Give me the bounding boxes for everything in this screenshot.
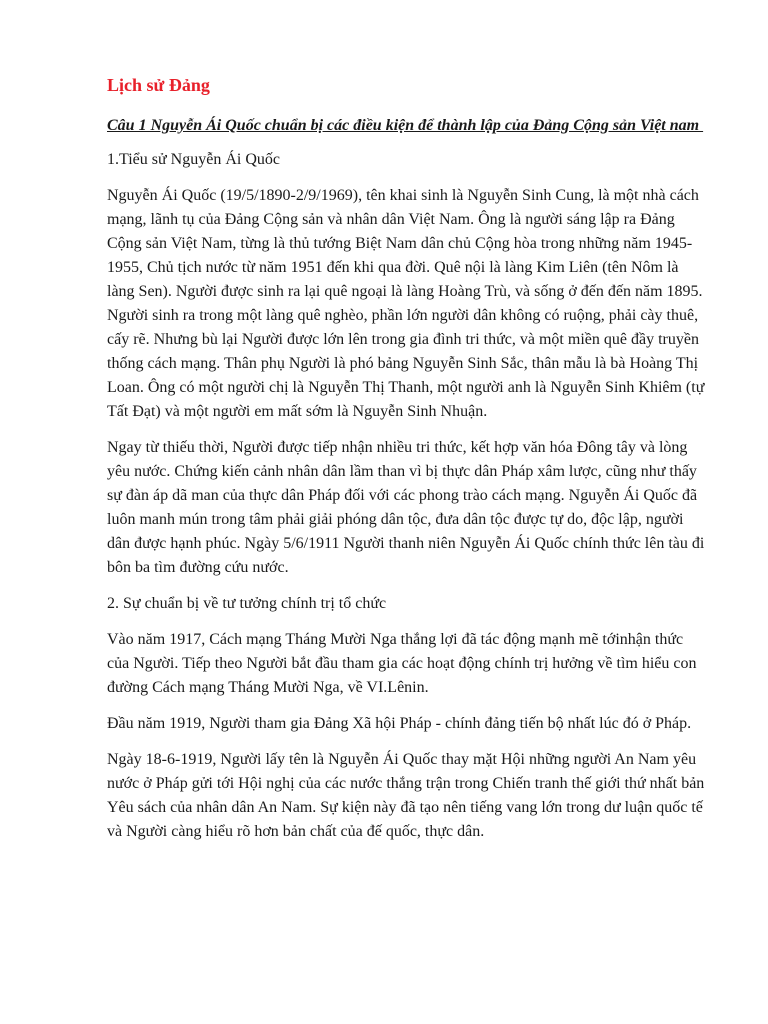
document-title: Lịch sử Đảng <box>107 75 210 95</box>
document-page <box>107 72 707 856</box>
question-heading: Câu 1 Nguyễn Ái Quốc chuẩn bị các điều kiện để thành lập của Đảng Cộng sản Việt nam <box>107 117 704 134</box>
paragraph-october-revolution: Vào năm 1917, Cách mạng Tháng Mười Nga thắng lợi đã tác động mạnh mẽ tớinhận thức của Người. Tiếp theo Người bắt đầu tham gia các hoạt động chính trị hưởng về tìm hiểu con đường Cách mạng Tháng Mười Nga, về VI.Lênin. <box>107 631 697 696</box>
paragraph-petition-1919: Ngày 18-6-1919, Người lấy tên là Nguyễn Ái Quốc thay mặt Hội những người An Nam yêu nước ở Pháp gửi tới Hội nghị của các nước thắng trận trong Chiến tranh thế giới thứ nhất bản Yêu sách của nhân dân An Nam. Sự kiện này đã tạo nên tiếng vang lớn trong dư luận quốc tế và Người càng hiểu rõ hơn bản chất của đế quốc, thực dân. <box>107 751 705 840</box>
section-heading-preparation: 2. Sự chuẩn bị về tư tưởng chính trị tổ chức <box>107 595 387 612</box>
section-heading-biography: 1.Tiểu sử Nguyễn Ái Quốc <box>107 151 280 168</box>
paragraph-french-socialist-party: Đầu năm 1919, Người tham gia Đảng Xã hội Pháp - chính đảng tiến bộ nhất lúc đó ở Pháp. <box>107 715 692 732</box>
paragraph-youth: Ngay từ thiếu thời, Người được tiếp nhận nhiều tri thức, kết hợp văn hóa Đông tây và lòng yêu nước. Chứng kiến cảnh nhân dân lầm than vì bị thực dân Pháp xâm lược, cũng như thấy sự đàn áp dã man của thực dân Pháp đối với các phong trào cách mạng. Nguyễn Ái Quốc đã luôn manh mún trong tâm phải giải phóng dân tộc, đưa dân tộc được tự do, độc lập, người dân được hạnh phúc. Ngày 5/6/1911 Người thanh niên Nguyễn Ái Quốc chính thức lên tàu đi bôn ba tìm đường cứu nước. <box>107 439 705 576</box>
paragraph-biography: Nguyễn Ái Quốc (19/5/1890-2/9/1969), tên khai sinh là Nguyễn Sinh Cung, là một nhà cách mạng, lãnh tụ của Đảng Cộng sản và nhân dân Việt Nam. Ông là người sáng lập ra Đảng Cộng sản Việt Nam, từng là thủ tướng Biệt Nam dân chủ Cộng hòa trong những năm 1945-1955, Chủ tịch nước từ năm 1951 đến khi qua đời. Quê nội là làng Kim Liên (tên Nôm là làng Sen). Người được sinh ra lại quê ngoại là làng Hoàng Trù, và sống ở đến đến năm 1895. Người sinh ra trong một làng quê nghèo, phần lớn người dân không có ruộng, phải cày thuê, cấy rẽ. Nhưng bù lại Người được lớn lên trong gia đình tri thức, và một miền quê đầy truyền thống cách mạng. Thân phụ Người là phó bảng Nguyễn Sinh Sắc, thân mẫu là bà Hoàng Thị Loan. Ông có một người chị là Nguyễn Thị Thanh, một người anh là Nguyễn Sinh Khiêm (tự Tất Đạt) và một người em mất sớm là Nguyễn Sinh Nhuận. <box>107 187 705 420</box>
